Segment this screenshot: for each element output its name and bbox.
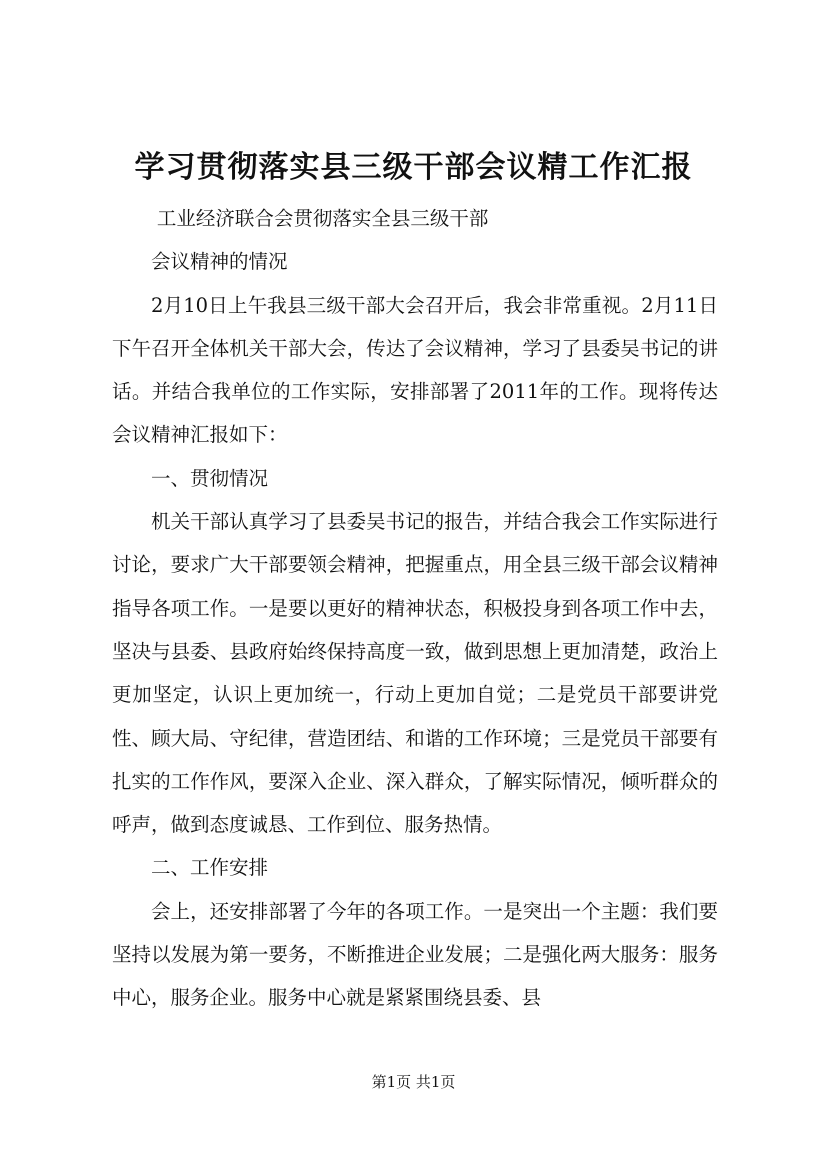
page-footer: 第1页 共1页 <box>371 1073 456 1091</box>
paragraph-implementation: 机关干部认真学习了县委吴书记的报告，并结合我会工作实际进行讨论，要求广大干部要领会精神，把握重点，用全县三级干部会议精神指导各项工作。一是要以更好的精神状态，积极投身到各项工作中去，坚决与县委、县政府始终保持高度一致，做到思想上更加清楚，政治上更加坚定，认识上更加统一，行动上更加自觉；二是党员干部要讲党性、顾大局、守纪律，营造团结、和谐的工作环境；三是党员干部要有扎实的工作作风，要深入企业、深入群众，了解实际情况，倾听群众的呼声，做到态度诚恳、工作到位、服务热情。 <box>112 510 718 837</box>
document-title: 学习贯彻落实县三级干部会议精工作汇报 <box>134 150 693 185</box>
paragraph-intro: 2月10日上午我县三级干部大会召开后，我会非常重视。2月11日下午召开全体机关干部大会，传达了会议精神，学习了县委吴书记的讲话。并结合我单位的工作实际，安排部署了2011年的工作。现将传达会议精神汇报如下： <box>112 293 718 447</box>
section-heading-arrangement: 二、工作安排 <box>151 856 269 880</box>
subtitle-line-1: 工业经济联合会贯彻落实全县三级干部 <box>156 207 489 230</box>
section-heading-implementation: 一、贯彻情况 <box>151 466 269 490</box>
subtitle-line-2: 会议精神的情况 <box>151 250 288 274</box>
document-body <box>112 197 718 1020</box>
paragraph-arrangement: 会上，还安排部署了今年的各项工作。一是突出一个主题：我们要坚持以发展为第一要务，不断推进企业发展；二是强化两大服务：服务中心，服务企业。服务中心就是紧紧围绕县委、县 <box>112 899 718 1010</box>
